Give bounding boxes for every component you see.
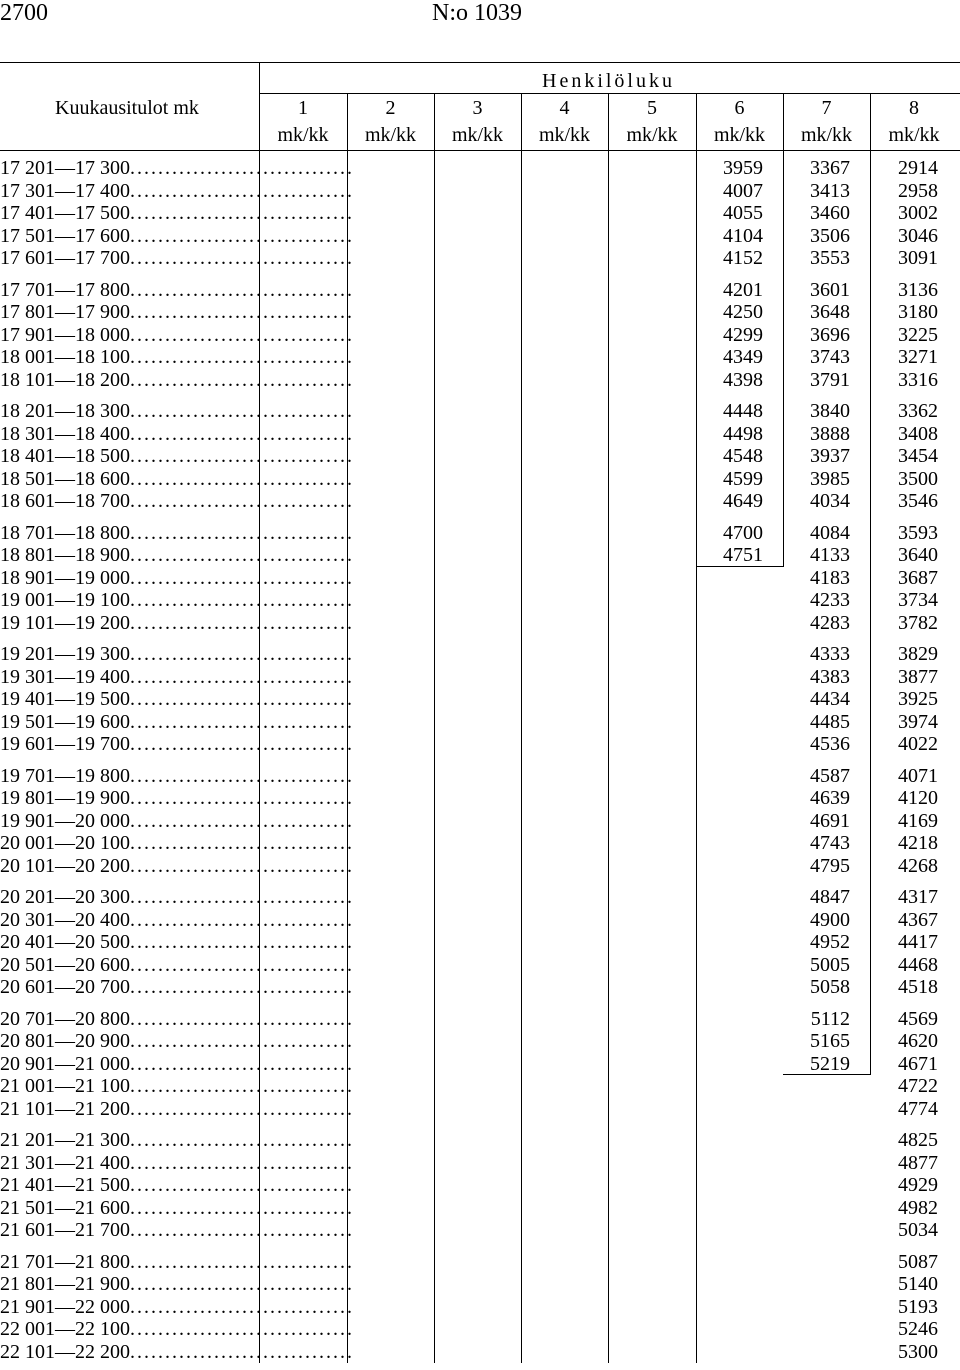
income-range-label: [0, 521, 354, 544]
income-range: 21 001—21 100: [0, 1075, 130, 1097]
value-persons-8: 4722: [898, 1075, 938, 1097]
value-persons-8: 3271: [898, 346, 938, 368]
group-header-henkiloluku: Henkilöluku: [542, 70, 675, 92]
income-range: 18 201—18 300: [0, 400, 130, 422]
value-persons-7: 3367: [810, 157, 850, 179]
income-range-label: [0, 1030, 354, 1052]
income-range: 19 501—19 600: [0, 710, 130, 733]
income-range: 18 401—18 500: [0, 445, 130, 467]
value-persons-8: 5246: [898, 1318, 938, 1340]
income-range-label: [0, 1318, 354, 1340]
dot-leader: ................................: [130, 368, 354, 391]
value-persons-8: 3593: [898, 521, 938, 544]
value-persons-6: 4448: [723, 400, 763, 422]
income-range: 21 901—22 000: [0, 1295, 130, 1318]
row-header-label: Kuukausitulot mk: [55, 97, 199, 119]
income-range-label: [0, 544, 354, 566]
income-range: 20 101—20 200: [0, 854, 130, 877]
income-range: 19 401—19 500: [0, 688, 130, 710]
column-line-2: [434, 93, 435, 1363]
dot-leader: ................................: [130, 733, 354, 755]
income-range: 19 901—20 000: [0, 809, 130, 832]
income-range: 19 001—19 100: [0, 589, 130, 611]
value-persons-6: 4299: [723, 323, 763, 346]
column-line-4: [608, 93, 609, 1363]
income-range-label: [0, 1075, 354, 1097]
income-range: 18 701—18 800: [0, 521, 130, 544]
income-range-label: [0, 764, 354, 787]
value-persons-8: 3687: [898, 566, 938, 589]
dot-leader: ................................: [130, 589, 354, 611]
income-range-label: [0, 854, 354, 877]
value-persons-8: 5087: [898, 1250, 938, 1273]
unit-label-3: mk/kk: [451, 124, 504, 146]
person-count-6: 6: [734, 97, 745, 119]
dot-leader: ................................: [130, 1318, 354, 1340]
person-count-4: 4: [559, 97, 570, 119]
dot-leader: ................................: [130, 787, 354, 809]
income-range-label: [0, 931, 354, 953]
value-persons-8: 3546: [898, 490, 938, 512]
header-rule: [0, 150, 960, 151]
income-range: 17 201—17 300: [0, 157, 130, 179]
value-persons-8: 4417: [898, 931, 938, 953]
income-range-label: [0, 908, 354, 931]
value-persons-8: 4569: [898, 1007, 938, 1030]
value-persons-8: 5140: [898, 1273, 938, 1295]
dot-leader: ................................: [130, 886, 354, 908]
unit-label-8: mk/kk: [888, 124, 940, 146]
income-range-label: [0, 1007, 354, 1030]
value-persons-7: 4691: [810, 809, 850, 832]
income-range-label: [0, 323, 354, 346]
value-persons-7: 3937: [810, 445, 850, 467]
value-persons-8: 3734: [898, 589, 938, 611]
income-range: 18 601—18 700: [0, 490, 130, 512]
value-persons-6: 4398: [723, 368, 763, 391]
value-persons-8: 4671: [898, 1052, 938, 1075]
income-range-label: [0, 1052, 354, 1075]
value-persons-8: 3877: [898, 665, 938, 688]
value-persons-7: 4233: [810, 589, 850, 611]
income-range-label: [0, 400, 354, 422]
value-persons-8: 4518: [898, 976, 938, 998]
value-persons-8: 3500: [898, 467, 938, 490]
value-persons-8: 3180: [898, 301, 938, 323]
income-range: 21 101—21 200: [0, 1097, 130, 1120]
value-persons-8: 4268: [898, 854, 938, 877]
dot-leader: ................................: [130, 643, 354, 665]
unit-label-6: mk/kk: [713, 124, 766, 146]
value-persons-7: 3506: [810, 224, 850, 247]
dot-leader: ................................: [130, 710, 354, 733]
income-range-label: [0, 224, 354, 247]
income-range-label: [0, 1174, 354, 1196]
unit-label-1: mk/kk: [277, 124, 329, 146]
income-range-label: [0, 787, 354, 809]
value-persons-6: 4007: [723, 179, 763, 202]
value-persons-7: 4952: [810, 931, 850, 953]
value-persons-6: 4201: [723, 278, 763, 301]
value-persons-7: 3791: [810, 368, 850, 391]
value-persons-7: 4434: [810, 688, 850, 710]
dot-leader: ................................: [130, 976, 354, 998]
income-range: 19 201—19 300: [0, 643, 130, 665]
income-range-label: [0, 346, 354, 368]
unit-label-5: mk/kk: [626, 124, 678, 146]
dot-leader: ................................: [130, 157, 354, 179]
income-range: 17 401—17 500: [0, 202, 130, 224]
income-range: 21 201—21 300: [0, 1129, 130, 1151]
dot-leader: ................................: [130, 1052, 354, 1075]
value-persons-6: 4599: [723, 467, 763, 490]
income-range-label: [0, 611, 354, 634]
dot-leader: ................................: [130, 490, 354, 512]
income-range-label: [0, 490, 354, 512]
dot-leader: ................................: [130, 445, 354, 467]
value-persons-7: 3840: [810, 400, 850, 422]
unit-label-7: mk/kk: [800, 124, 853, 146]
dot-leader: ................................: [130, 1340, 354, 1363]
value-persons-8: 4022: [898, 733, 938, 755]
value-persons-8: 2958: [898, 179, 938, 202]
income-range-label: [0, 1097, 354, 1120]
income-range: 20 901—21 000: [0, 1052, 130, 1075]
income-range-label: [0, 301, 354, 323]
dot-leader: ................................: [130, 809, 354, 832]
income-range-label: [0, 832, 354, 854]
value-persons-8: 4982: [898, 1196, 938, 1219]
income-range: 20 301—20 400: [0, 908, 130, 931]
value-persons-8: 4317: [898, 886, 938, 908]
income-range-label: [0, 976, 354, 998]
document-number: N:o 1039: [432, 0, 522, 26]
person-count-5: 5: [647, 97, 657, 119]
value-persons-7: 5058: [810, 976, 850, 998]
dot-leader: ................................: [130, 1030, 354, 1052]
income-range-label: [0, 566, 354, 589]
value-persons-8: 4120: [898, 787, 938, 809]
income-range: 21 501—21 600: [0, 1196, 130, 1219]
value-persons-7: 3553: [810, 247, 850, 269]
value-persons-8: 4929: [898, 1174, 938, 1196]
income-range-label: [0, 422, 354, 445]
income-range: 19 301—19 400: [0, 665, 130, 688]
value-persons-7: 5165: [810, 1030, 850, 1052]
income-range: 22 101—22 200: [0, 1340, 130, 1363]
income-range: 18 801—18 900: [0, 544, 130, 566]
value-persons-7: 5112: [810, 1007, 850, 1030]
dot-leader: ................................: [130, 422, 354, 445]
value-persons-6: 3959: [723, 157, 763, 179]
value-persons-6: 4055: [723, 202, 763, 224]
dot-leader: ................................: [130, 544, 354, 566]
income-range-label: [0, 445, 354, 467]
dot-leader: ................................: [130, 854, 354, 877]
income-range-label: [0, 643, 354, 665]
income-range: 20 401—20 500: [0, 931, 130, 953]
page-header: [0, 0, 960, 40]
value-persons-7: 3460: [810, 202, 850, 224]
value-persons-7: 4795: [810, 854, 850, 877]
income-range: 20 501—20 600: [0, 953, 130, 976]
value-persons-8: 2914: [898, 157, 938, 179]
income-range-label: [0, 1340, 354, 1363]
value-persons-7: 4283: [810, 611, 850, 634]
value-persons-7: 5219: [810, 1052, 850, 1075]
value-persons-7: 4183: [810, 566, 850, 589]
value-persons-8: 4620: [898, 1030, 938, 1052]
income-range: 17 501—17 600: [0, 224, 130, 247]
value-persons-6: 4152: [723, 247, 763, 269]
value-persons-7: 3648: [810, 301, 850, 323]
value-persons-8: 3002: [898, 202, 938, 224]
value-persons-8: 3640: [898, 544, 938, 566]
income-range: 18 501—18 600: [0, 467, 130, 490]
dot-leader: ................................: [130, 1075, 354, 1097]
income-range: 20 801—20 900: [0, 1030, 130, 1052]
value-persons-8: 3091: [898, 247, 938, 269]
income-range-label: [0, 157, 354, 179]
dot-leader: ................................: [130, 1007, 354, 1030]
value-persons-7: 4587: [810, 764, 850, 787]
value-persons-8: 3925: [898, 688, 938, 710]
value-persons-8: 3046: [898, 224, 938, 247]
income-range-label: [0, 886, 354, 908]
value-persons-6: 4649: [723, 490, 763, 512]
column-line-3: [521, 93, 522, 1363]
income-range: 21 701—21 800: [0, 1250, 130, 1273]
value-persons-7: 3601: [810, 278, 850, 301]
value-persons-6: 4498: [723, 422, 763, 445]
value-persons-6: 4700: [723, 521, 763, 544]
value-persons-8: 3225: [898, 323, 938, 346]
value-persons-7: 4639: [810, 787, 850, 809]
income-range-label: [0, 809, 354, 832]
value-persons-8: 4218: [898, 832, 938, 854]
value-persons-7: 3413: [810, 179, 850, 202]
dot-leader: ................................: [130, 832, 354, 854]
income-range-label: [0, 1151, 354, 1174]
dot-leader: ................................: [130, 931, 354, 953]
dot-leader: ................................: [130, 1196, 354, 1219]
value-persons-7: 4383: [810, 665, 850, 688]
income-range: 20 001—20 100: [0, 832, 130, 854]
top-rule: [0, 62, 960, 63]
income-range-label: [0, 1250, 354, 1273]
dot-leader: ................................: [130, 247, 354, 269]
value-persons-8: 5034: [898, 1219, 938, 1241]
income-range-label: [0, 733, 354, 755]
value-persons-7: 4084: [810, 521, 850, 544]
dot-leader: ................................: [130, 278, 354, 301]
dot-leader: ................................: [130, 688, 354, 710]
value-persons-8: 4169: [898, 809, 938, 832]
dot-leader: ................................: [130, 1273, 354, 1295]
value-persons-8: 4825: [898, 1129, 938, 1151]
income-range: 19 701—19 800: [0, 764, 130, 787]
dot-leader: ................................: [130, 301, 354, 323]
value-persons-7: 5005: [810, 953, 850, 976]
group-header-rule: [259, 93, 960, 94]
value-persons-7: 3985: [810, 467, 850, 490]
income-range-label: [0, 179, 354, 202]
dot-leader: ................................: [130, 1097, 354, 1120]
income-range: 21 401—21 500: [0, 1174, 130, 1196]
income-range: 18 901—19 000: [0, 566, 130, 589]
value-persons-8: 3136: [898, 278, 938, 301]
value-persons-8: 3829: [898, 643, 938, 665]
page-number: 2700: [0, 0, 48, 26]
value-persons-7: 4900: [810, 908, 850, 931]
value-persons-8: 3362: [898, 400, 938, 422]
income-range: 19 801—19 900: [0, 787, 130, 809]
income-range: 22 001—22 100: [0, 1318, 130, 1340]
income-range: 20 701—20 800: [0, 1007, 130, 1030]
income-range-label: [0, 1196, 354, 1219]
value-persons-8: 4877: [898, 1151, 938, 1174]
value-persons-7: 3696: [810, 323, 850, 346]
value-persons-6: 4751: [723, 544, 763, 566]
value-persons-8: 3316: [898, 368, 938, 391]
unit-label-4: mk/kk: [538, 124, 591, 146]
income-range-label: [0, 368, 354, 391]
value-persons-8: 4468: [898, 953, 938, 976]
value-persons-7: 4133: [810, 544, 850, 566]
value-persons-7: 4743: [810, 832, 850, 854]
income-range: 20 201—20 300: [0, 886, 130, 908]
value-persons-7: 4485: [810, 710, 850, 733]
dot-leader: ................................: [130, 521, 354, 544]
person-count-8: 8: [909, 97, 919, 119]
value-persons-7: 3743: [810, 346, 850, 368]
value-persons-8: 3974: [898, 710, 938, 733]
value-persons-8: 4071: [898, 764, 938, 787]
value-persons-8: 5300: [898, 1340, 938, 1363]
income-range-label: [0, 953, 354, 976]
dot-leader: ................................: [130, 467, 354, 490]
value-persons-6: 4349: [723, 346, 763, 368]
income-range-label: [0, 467, 354, 490]
income-range-label: [0, 710, 354, 733]
dot-leader: ................................: [130, 1295, 354, 1318]
value-persons-7: 4034: [810, 490, 850, 512]
income-range-label: [0, 247, 354, 269]
person-count-2: 2: [385, 97, 396, 119]
dot-leader: ................................: [130, 224, 354, 247]
dot-leader: ................................: [130, 202, 354, 224]
value-persons-8: 4774: [898, 1097, 938, 1120]
unit-label-2: mk/kk: [364, 124, 417, 146]
value-persons-8: 3454: [898, 445, 938, 467]
dot-leader: ................................: [130, 908, 354, 931]
income-range: 21 601—21 700: [0, 1219, 130, 1241]
value-persons-7: 3888: [810, 422, 850, 445]
person-count-7: 7: [821, 97, 832, 119]
income-range-label: [0, 688, 354, 710]
dot-leader: ................................: [130, 566, 354, 589]
income-range-label: [0, 589, 354, 611]
income-range: 19 101—19 200: [0, 611, 130, 634]
income-range-label: [0, 1219, 354, 1241]
income-range: 17 301—17 400: [0, 179, 130, 202]
income-range-label: [0, 1273, 354, 1295]
income-range: 18 001—18 100: [0, 346, 130, 368]
income-range-label: [0, 1295, 354, 1318]
dot-leader: ................................: [130, 665, 354, 688]
dot-leader: ................................: [130, 400, 354, 422]
dot-leader: ................................: [130, 1174, 354, 1196]
dot-leader: ................................: [130, 1151, 354, 1174]
income-range: 17 901—18 000: [0, 323, 130, 346]
dot-leader: ................................: [130, 1219, 354, 1241]
dot-leader: ................................: [130, 179, 354, 202]
income-range: 18 101—18 200: [0, 368, 130, 391]
income-range: 20 601—20 700: [0, 976, 130, 998]
income-range: 17 601—17 700: [0, 247, 130, 269]
income-range: 17 701—17 800: [0, 278, 130, 301]
person-count-3: 3: [472, 97, 483, 119]
value-persons-6: 4548: [723, 445, 763, 467]
income-range-label: [0, 1129, 354, 1151]
value-persons-8: 3782: [898, 611, 938, 634]
person-count-1: 1: [298, 97, 308, 119]
income-range-label: [0, 202, 354, 224]
income-range: 19 601—19 700: [0, 733, 130, 755]
dot-leader: ................................: [130, 1250, 354, 1273]
value-persons-8: 3408: [898, 422, 938, 445]
value-persons-8: 5193: [898, 1295, 938, 1318]
dot-leader: ................................: [130, 1129, 354, 1151]
income-range-label: [0, 278, 354, 301]
value-persons-7: 4847: [810, 886, 850, 908]
dot-leader: ................................: [130, 953, 354, 976]
income-range-label: [0, 665, 354, 688]
value-persons-7: 4333: [810, 643, 850, 665]
dot-leader: ................................: [130, 346, 354, 368]
value-persons-6: 4104: [723, 224, 763, 247]
dot-leader: ................................: [130, 323, 354, 346]
dot-leader: ................................: [130, 764, 354, 787]
income-range: 17 801—17 900: [0, 301, 130, 323]
value-persons-7: 4536: [810, 733, 850, 755]
value-persons-8: 4367: [898, 908, 938, 931]
dot-leader: ................................: [130, 611, 354, 634]
value-persons-6: 4250: [723, 301, 763, 323]
income-range: 21 301—21 400: [0, 1151, 130, 1174]
income-range: 18 301—18 400: [0, 422, 130, 445]
income-range: 21 801—21 900: [0, 1273, 130, 1295]
